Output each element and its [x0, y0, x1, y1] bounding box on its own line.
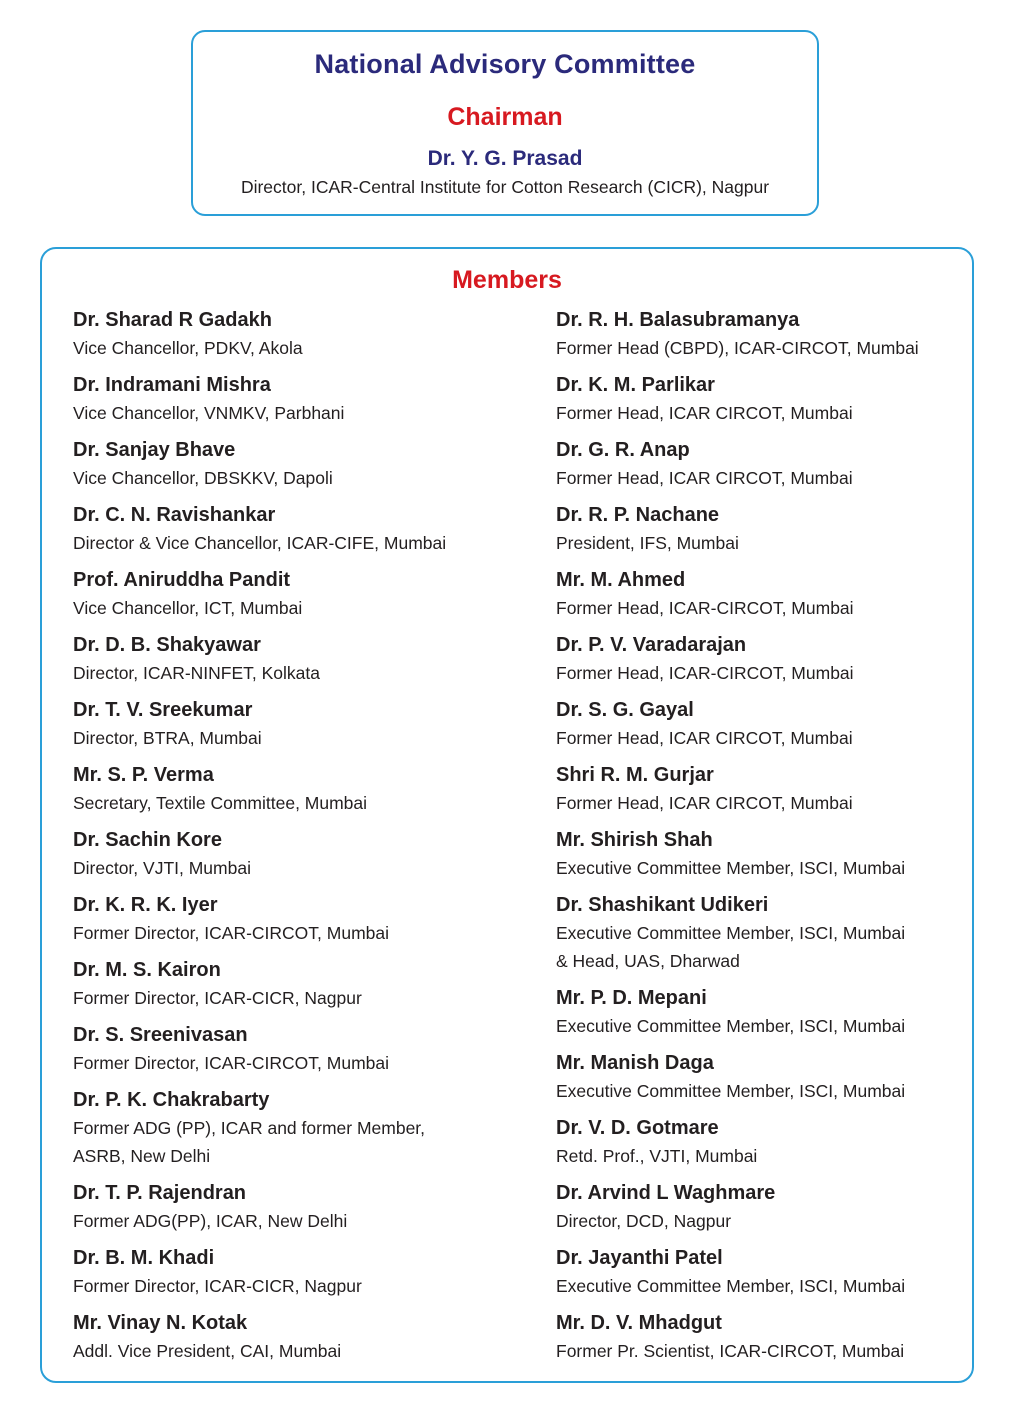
member-entry: [73, 307, 523, 362]
member-entry: [556, 762, 966, 817]
member-name: Dr. D. B. Shakyawar: [73, 634, 261, 656]
member-entry: [73, 697, 523, 752]
member-designation: Executive Committee Member, ISCI, Mumbai: [556, 858, 906, 878]
member-designation: Secretary, Textile Committee, Mumbai: [73, 793, 368, 813]
member-entry: [556, 1115, 966, 1170]
member-designation: Executive Committee Member, ISCI, Mumbai: [556, 1016, 906, 1036]
chairman-panel: [191, 30, 819, 216]
member-name: Dr. Arvind L Waghmare: [556, 1182, 776, 1204]
member-designation: President, IFS, Mumbai: [556, 533, 739, 553]
member-entry: [556, 567, 966, 622]
member-designation: Former Head, ICAR CIRCOT, Mumbai: [556, 403, 853, 423]
member-entry: [73, 437, 523, 492]
member-entry: [73, 827, 523, 882]
member-name: Dr. C. N. Ravishankar: [73, 504, 276, 526]
member-designation: Director, DCD, Nagpur: [556, 1211, 732, 1231]
member-designation: Former Director, ICAR-CIRCOT, Mumbai: [73, 1053, 390, 1073]
member-name: Dr. T. V. Sreekumar: [73, 699, 253, 721]
member-name: Mr. Manish Daga: [556, 1052, 714, 1074]
member-entry: [73, 1310, 523, 1365]
member-entry: [73, 892, 523, 947]
member-designation: Executive Committee Member, ISCI, Mumbai: [556, 1276, 906, 1296]
member-name: Dr. S. Sreenivasan: [73, 1024, 248, 1046]
member-designation: Former Head, ICAR-CIRCOT, Mumbai: [556, 598, 854, 618]
member-name: Dr. Sachin Kore: [73, 829, 222, 851]
member-designation: Executive Committee Member, ISCI, Mumbai: [556, 1081, 906, 1101]
member-name: Mr. S. P. Verma: [73, 764, 214, 786]
member-designation: Vice Chancellor, DBSKKV, Dapoli: [73, 468, 333, 488]
member-designation: Former ADG(PP), ICAR, New Delhi: [73, 1211, 348, 1231]
member-designation: Former Head, ICAR-CIRCOT, Mumbai: [556, 663, 854, 683]
member-entry: [556, 1180, 966, 1235]
member-entry: [556, 1050, 966, 1105]
member-entry: [556, 985, 966, 1040]
member-designation: Director, ICAR-NINFET, Kolkata: [73, 663, 320, 683]
member-entry: [556, 697, 966, 752]
chairman-designation: Director, ICAR-Central Institute for Cotton Research (CICR), Nagpur: [240, 177, 770, 197]
member-designation: Retd. Prof., VJTI, Mumbai: [556, 1146, 758, 1166]
member-entry: [556, 372, 966, 427]
member-name: Mr. D. V. Mhadgut: [556, 1312, 722, 1334]
member-name: Mr. Shirish Shah: [556, 829, 713, 851]
member-entry: [556, 1245, 966, 1300]
member-designation: Former Head, ICAR CIRCOT, Mumbai: [556, 728, 853, 748]
member-designation: Former Pr. Scientist, ICAR-CIRCOT, Mumbai: [556, 1341, 905, 1361]
member-entry: [556, 307, 966, 362]
chairman-name: Dr. Y. G. Prasad: [427, 147, 583, 170]
member-designation: Addl. Vice President, CAI, Mumbai: [73, 1341, 342, 1361]
member-entry: [73, 567, 523, 622]
member-entry: [73, 762, 523, 817]
member-entry: [556, 827, 966, 882]
member-designation: Former Head, ICAR CIRCOT, Mumbai: [556, 468, 853, 488]
member-entry: [73, 632, 523, 687]
members-left-column: [73, 307, 523, 1375]
member-name: Dr. R. P. Nachane: [556, 504, 720, 526]
member-entry: [556, 892, 966, 975]
member-designation: Former Head (CBPD), ICAR-CIRCOT, Mumbai: [556, 338, 919, 358]
members-right-column: [556, 307, 966, 1375]
member-name: Shri R. M. Gurjar: [556, 764, 714, 786]
member-entry: [73, 1022, 523, 1077]
member-name: Dr. G. R. Anap: [556, 439, 690, 461]
member-designation: Executive Committee Member, ISCI, Mumbai & Head, UAS, Dharwad: [556, 923, 906, 971]
member-entry: [556, 437, 966, 492]
member-name: Dr. R. H. Balasubramanya: [556, 309, 800, 331]
member-name: Prof. Aniruddha Pandit: [73, 569, 291, 591]
member-entry: [556, 1310, 966, 1365]
member-name: Mr. P. D. Mepani: [556, 987, 707, 1009]
member-name: Dr. S. G. Gayal: [556, 699, 694, 721]
member-designation: Former Director, ICAR-CIRCOT, Mumbai: [73, 923, 390, 943]
member-name: Mr. Vinay N. Kotak: [73, 1312, 248, 1334]
member-name: Dr. Sanjay Bhave: [73, 439, 236, 461]
member-designation: Director, VJTI, Mumbai: [73, 858, 251, 878]
member-name: Dr. Jayanthi Patel: [556, 1247, 723, 1269]
member-name: Dr. M. S. Kairon: [73, 959, 221, 981]
member-entry: [556, 632, 966, 687]
member-entry: [73, 502, 523, 557]
page-title: National Advisory Committee: [314, 49, 696, 79]
member-entry: [73, 1180, 523, 1235]
member-name: Dr. P. V. Varadarajan: [556, 634, 747, 656]
member-name: Mr. M. Ahmed: [556, 569, 686, 591]
member-designation: Vice Chancellor, ICT, Mumbai: [73, 598, 303, 618]
member-designation: Vice Chancellor, VNMKV, Parbhani: [73, 403, 345, 423]
member-name: Dr. V. D. Gotmare: [556, 1117, 719, 1139]
member-entry: [73, 372, 523, 427]
member-designation: Former Director, ICAR-CICR, Nagpur: [73, 988, 362, 1008]
member-designation: Director & Vice Chancellor, ICAR-CIFE, Mumbai: [73, 533, 447, 553]
member-designation: Former Head, ICAR CIRCOT, Mumbai: [556, 793, 853, 813]
members-panel: [40, 247, 974, 1383]
member-name: Dr. Sharad R Gadakh: [73, 309, 272, 331]
member-name: Dr. K. M. Parlikar: [556, 374, 715, 396]
member-entry: [73, 1245, 523, 1300]
member-name: Dr. Indramani Mishra: [73, 374, 271, 396]
chairman-heading: Chairman: [447, 103, 563, 131]
members-heading: Members: [452, 266, 562, 294]
member-designation: Vice Chancellor, PDKV, Akola: [73, 338, 303, 358]
member-entry: [73, 1087, 523, 1170]
member-designation: Former Director, ICAR-CICR, Nagpur: [73, 1276, 362, 1296]
member-name: Dr. Shashikant Udikeri: [556, 894, 769, 916]
member-name: Dr. P. K. Chakrabarty: [73, 1089, 270, 1111]
member-designation: Director, BTRA, Mumbai: [73, 728, 262, 748]
member-name: Dr. K. R. K. Iyer: [73, 894, 218, 916]
member-entry: [556, 502, 966, 557]
member-name: Dr. B. M. Khadi: [73, 1247, 215, 1269]
member-name: Dr. T. P. Rajendran: [73, 1182, 247, 1204]
member-designation: Former ADG (PP), ICAR and former Member, ASRB, New Delhi: [73, 1118, 426, 1166]
member-entry: [73, 957, 523, 1012]
